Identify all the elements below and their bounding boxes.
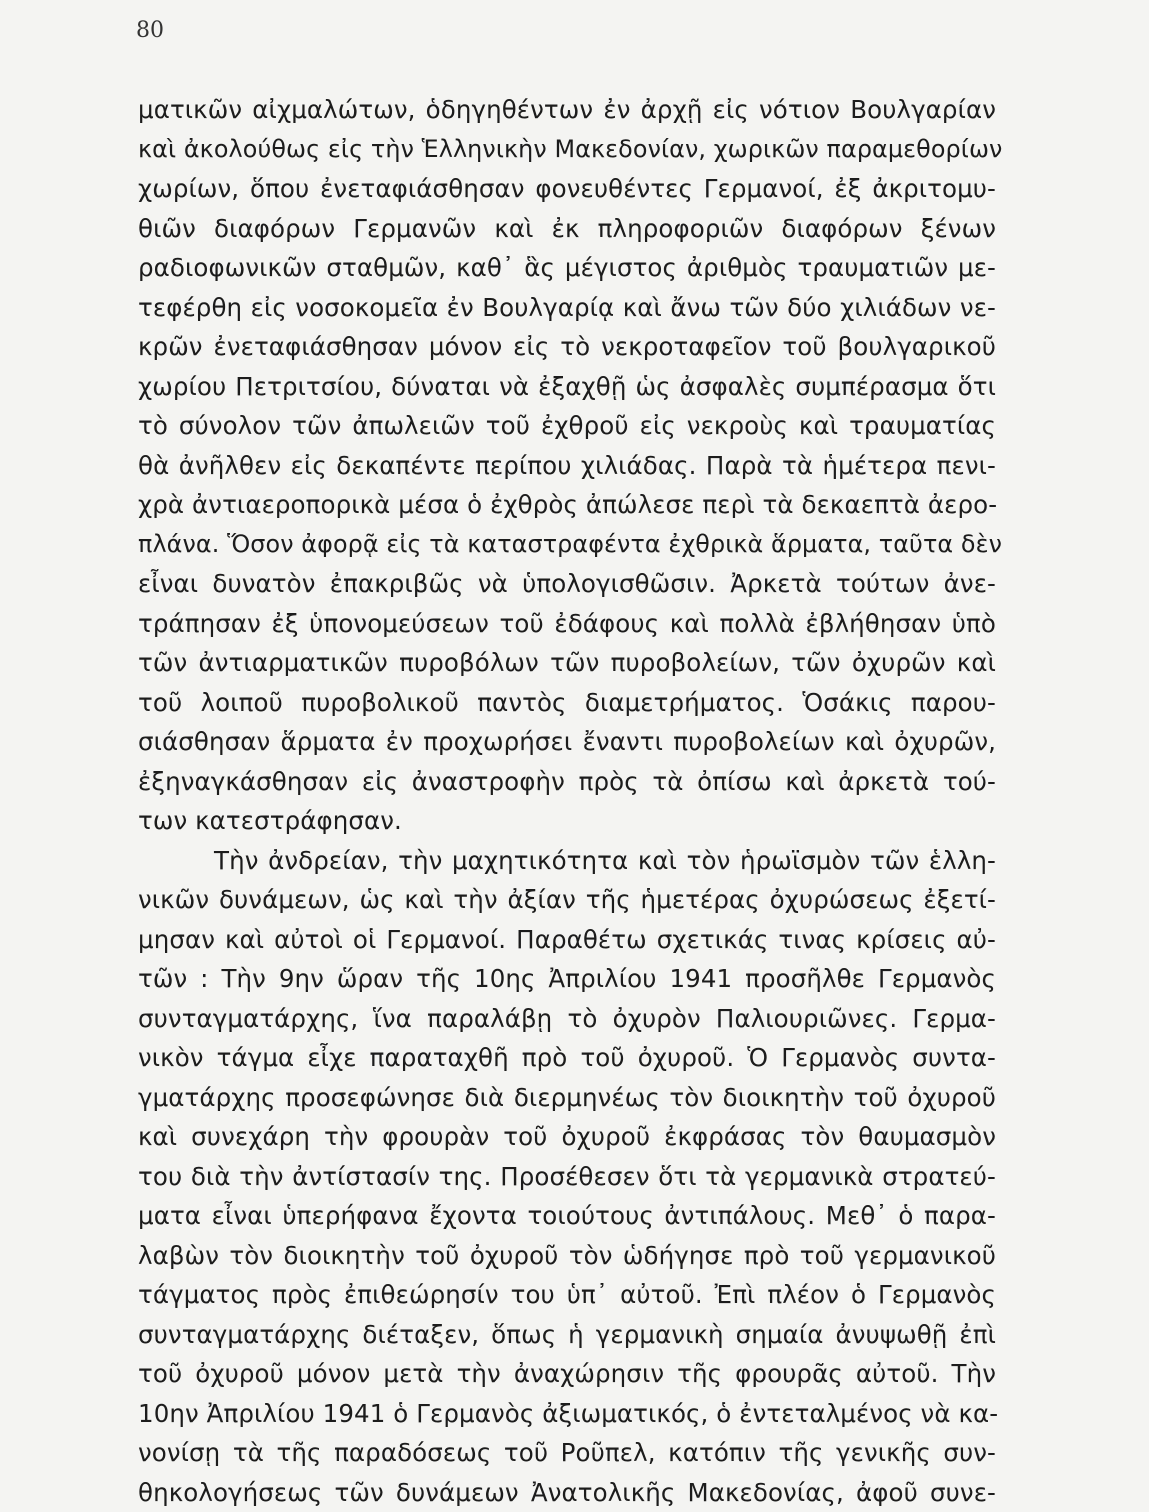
text-line: τῶν ἀντιαρματικῶν πυροβόλων τῶν πυροβολείων, τῶν ὀχυρῶν καὶ bbox=[138, 643, 996, 683]
text-line: πλάνα. Ὅσον ἀφορᾷ εἰς τὰ καταστραφέντα ἐχθρικὰ ἅρματα, ταῦτα δὲν bbox=[138, 525, 996, 565]
text-line: καὶ ἀκολούθως εἰς τὴν Ἑλληνικὴν Μακεδονίαν, χωρικῶν παραμεθορίων bbox=[138, 130, 996, 170]
text-line: των κατεστράφησαν. bbox=[138, 801, 996, 841]
text-line: συνταγματάρχης, ἵνα παραλάβῃ τὸ ὀχυρὸν Παλιουριῶνες. Γερμα- bbox=[138, 999, 996, 1039]
text-line: ματα εἶναι ὑπερήφανα ἔχοντα τοιούτους ἀντιπάλους. Μεθ᾽ ὁ παρα- bbox=[138, 1196, 996, 1236]
text-line: τεφέρθη εἰς νοσοκομεῖα ἐν Βουλγαρίᾳ καὶ ἄνω τῶν δύο χιλιάδων νε- bbox=[138, 288, 996, 328]
text-line: θηκολογήσεως τῶν δυνάμεων Ἀνατολικῆς Μακεδονίας, ἀφοῦ συνε- bbox=[138, 1473, 996, 1512]
page-number: 80 bbox=[136, 18, 164, 43]
text-line: συνταγματάρχης διέταξεν, ὅπως ἡ γερμανικὴ σημαία ἀνυψωθῇ ἐπὶ bbox=[138, 1315, 996, 1355]
text-line: καὶ συνεχάρη τὴν φρουρὰν τοῦ ὀχυροῦ ἐκφράσας τὸν θαυμασμὸν bbox=[138, 1117, 996, 1157]
body-text bbox=[138, 90, 996, 1512]
text-line: εἶναι δυνατὸν ἐπακριβῶς νὰ ὑπολογισθῶσιν. Ἀρκετὰ τούτων ἀνε- bbox=[138, 564, 996, 604]
text-line: τάγματος πρὸς ἐπιθεώρησίν του ὑπ᾽ αὐτοῦ. Ἐπὶ πλέον ὁ Γερμανὸς bbox=[138, 1275, 996, 1315]
text-line: νικῶν δυνάμεων, ὡς καὶ τὴν ἀξίαν τῆς ἡμετέρας ὀχυρώσεως ἐξετί- bbox=[138, 880, 996, 920]
text-line: θὰ ἀνῆλθεν εἰς δεκαπέντε περίπου χιλιάδας. Παρὰ τὰ ἡμέτερα πενι- bbox=[138, 446, 996, 486]
text-line: ἐξηναγκάσθησαν εἰς ἀναστροφὴν πρὸς τὰ ὀπίσω καὶ ἀρκετὰ τού- bbox=[138, 762, 996, 802]
text-line: νικὸν τάγμα εἶχε παραταχθῆ πρὸ τοῦ ὀχυροῦ. Ὁ Γερμανὸς συντα- bbox=[138, 1038, 996, 1078]
text-line: του διὰ τὴν ἀντίστασίν της. Προσέθεσεν ὅτι τὰ γερμανικὰ στρατεύ- bbox=[138, 1157, 996, 1197]
text-line: λαβὼν τὸν διοικητὴν τοῦ ὀχυροῦ τὸν ὡδήγησε πρὸ τοῦ γερμανικοῦ bbox=[138, 1236, 996, 1276]
text-line: νονίσῃ τὰ τῆς παραδόσεως τοῦ Ροῦπελ, κατόπιν τῆς γενικῆς συν- bbox=[138, 1433, 996, 1473]
text-line: χρὰ ἀντιαεροπορικὰ μέσα ὁ ἐχθρὸς ἀπώλεσε περὶ τὰ δεκαεπτὰ ἀερο- bbox=[138, 485, 996, 525]
text-line: ραδιοφωνικῶν σταθμῶν, καθ᾽ ἃς μέγιστος ἀριθμὸς τραυματιῶν με- bbox=[138, 248, 996, 288]
text-line: τὸ σύνολον τῶν ἀπωλειῶν τοῦ ἐχθροῦ εἰς νεκροὺς καὶ τραυματίας bbox=[138, 406, 996, 446]
text-line: τοῦ ὀχυροῦ μόνον μετὰ τὴν ἀναχώρησιν τῆς φρουρᾶς αὐτοῦ. Τὴν bbox=[138, 1354, 996, 1394]
text-line: Τὴν ἀνδρείαν, τὴν μαχητικότητα καὶ τὸν ἡρωϊσμὸν τῶν ἑλλη- bbox=[138, 841, 996, 881]
text-line: 10ην Ἀπριλίου 1941 ὁ Γερμανὸς ἀξιωματικός, ὁ ἐντεταλμένος νὰ κα- bbox=[138, 1394, 996, 1434]
text-line: κρῶν ἐνεταφιάσθησαν μόνον εἰς τὸ νεκροταφεῖον τοῦ βουλγαρικοῦ bbox=[138, 327, 996, 367]
text-line: μησαν καὶ αὐτοὶ οἱ Γερμανοί. Παραθέτω σχετικάς τινας κρίσεις αὐ- bbox=[138, 920, 996, 960]
text-line: ματικῶν αἰχμαλώτων, ὁδηγηθέντων ἐν ἀρχῇ εἰς νότιον Βουλγαρίαν bbox=[138, 90, 996, 130]
text-line: τοῦ λοιποῦ πυροβολικοῦ παντὸς διαμετρήματος. Ὁσάκις παρου- bbox=[138, 683, 996, 723]
text-line: τράπησαν ἐξ ὑπονομεύσεων τοῦ ἐδάφους καὶ πολλὰ ἐβλήθησαν ὑπὸ bbox=[138, 604, 996, 644]
text-line: τῶν : Τὴν 9ην ὥραν τῆς 10ης Ἀπριλίου 1941 προσῆλθε Γερμανὸς bbox=[138, 959, 996, 999]
text-line: γματάρχης προσεφώνησε διὰ διερμηνέως τὸν διοικητὴν τοῦ ὀχυροῦ bbox=[138, 1078, 996, 1118]
text-line: χωρίου Πετριτσίου, δύναται νὰ ἐξαχθῇ ὡς ἀσφαλὲς συμπέρασμα ὅτι bbox=[138, 367, 996, 407]
text-line: σιάσθησαν ἅρματα ἐν προχωρήσει ἔναντι πυροβολείων καὶ ὀχυρῶν, bbox=[138, 722, 996, 762]
text-line: χωρίων, ὅπου ἐνεταφιάσθησαν φονευθέντες Γερμανοί, ἐξ ἀκριτομυ- bbox=[138, 169, 996, 209]
text-line: θιῶν διαφόρων Γερμανῶν καὶ ἐκ πληροφοριῶν διαφόρων ξένων bbox=[138, 209, 996, 249]
